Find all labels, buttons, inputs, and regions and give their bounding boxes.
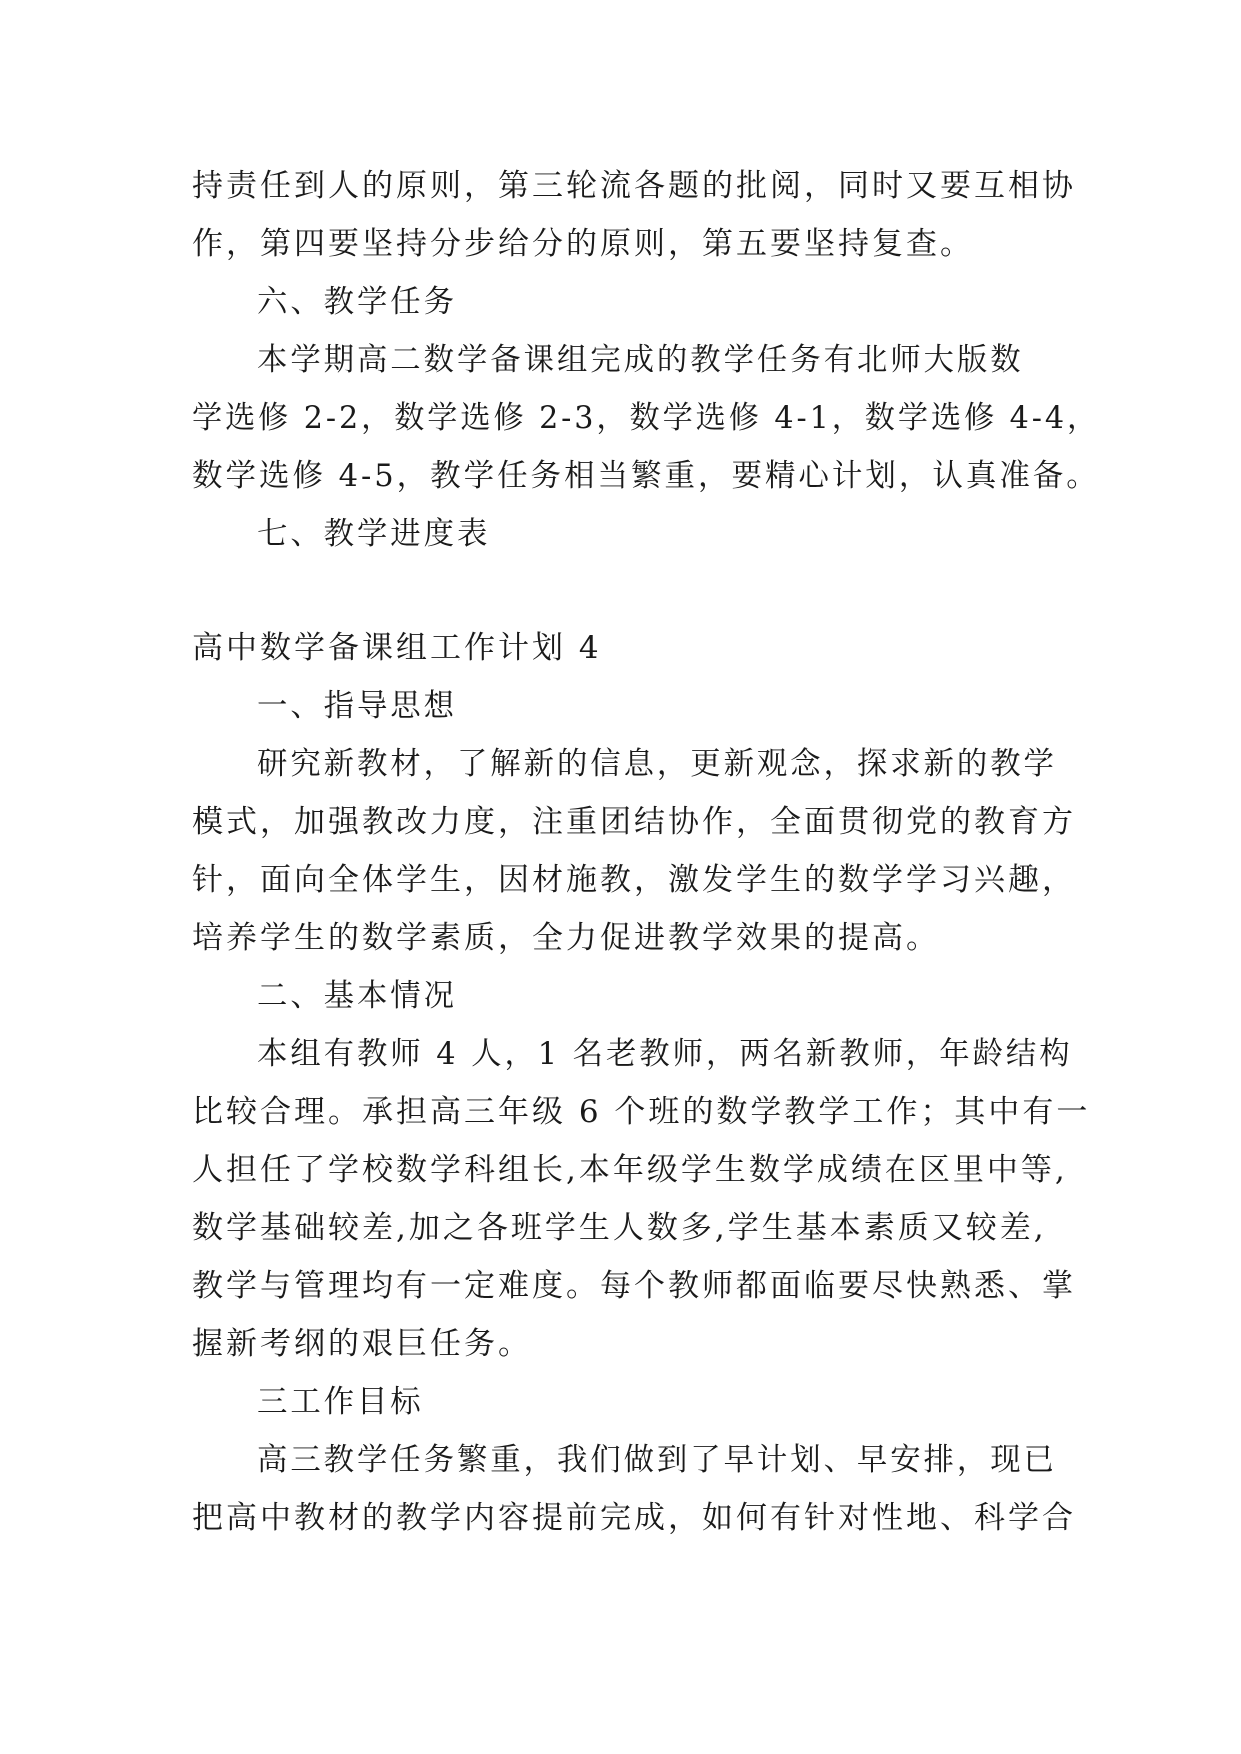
section-heading-schedule: 七、教学进度表 (257, 516, 491, 552)
section-heading-teaching-tasks: 六、教学任务 (257, 284, 457, 320)
document-title: 高中数学备课组工作计划 4 (192, 630, 602, 666)
paragraph-line: 培养学生的数学素质，全力促进教学效果的提高。 (192, 920, 940, 956)
paragraph-line: 针，面向全体学生，因材施教，激发学生的数学学习兴趣， (192, 862, 1076, 898)
section-heading-basic-situation: 二、基本情况 (257, 978, 457, 1014)
paragraph-line: 本学期高二数学备课组完成的教学任务有北师大版数 (257, 342, 1024, 378)
section-heading-work-goals: 三工作目标 (257, 1384, 424, 1420)
paragraph-line: 本组有教师 4 人，1 名老教师，两名新教师，年龄结构 (257, 1036, 1073, 1072)
paragraph-line: 数学基础较差,加之各班学生人数多,学生基本素质又较差, (192, 1210, 1047, 1246)
paragraph-line: 作，第四要坚持分步给分的原则，第五要坚持复查。 (192, 226, 974, 262)
paragraph-line: 模式，加强教改力度，注重团结协作，全面贯彻党的教育方 (192, 804, 1076, 840)
paragraph-line: 握新考纲的艰巨任务。 (192, 1326, 532, 1362)
paragraph-line: 学选修 2-2，数学选修 2-3，数学选修 4-1，数学选修 4-4， (192, 400, 1101, 436)
paragraph-line: 数学选修 4-5，教学任务相当繁重，要精心计划，认真准备。 (192, 458, 1100, 494)
paragraph-line: 高三教学任务繁重，我们做到了早计划、早安排，现已 (257, 1442, 1057, 1478)
paragraph-line: 人担任了学校数学科组长,本年级学生数学成绩在区里中等, (192, 1152, 1068, 1188)
paragraph-line: 研究新教材，了解新的信息，更新观念，探求新的教学 (257, 746, 1057, 782)
paragraph-line: 把高中教材的教学内容提前完成，如何有针对性地、科学合 (192, 1500, 1076, 1536)
paragraph-line: 比较合理。承担高三年级 6 个班的数学教学工作；其中有一 (192, 1094, 1091, 1130)
paragraph-line: 教学与管理均有一定难度。每个教师都面临要尽快熟悉、掌 (192, 1268, 1076, 1304)
section-heading-guiding-ideology: 一、指导思想 (257, 688, 457, 724)
paragraph-line: 持责任到人的原则，第三轮流各题的批阅，同时又要互相协 (192, 168, 1076, 204)
